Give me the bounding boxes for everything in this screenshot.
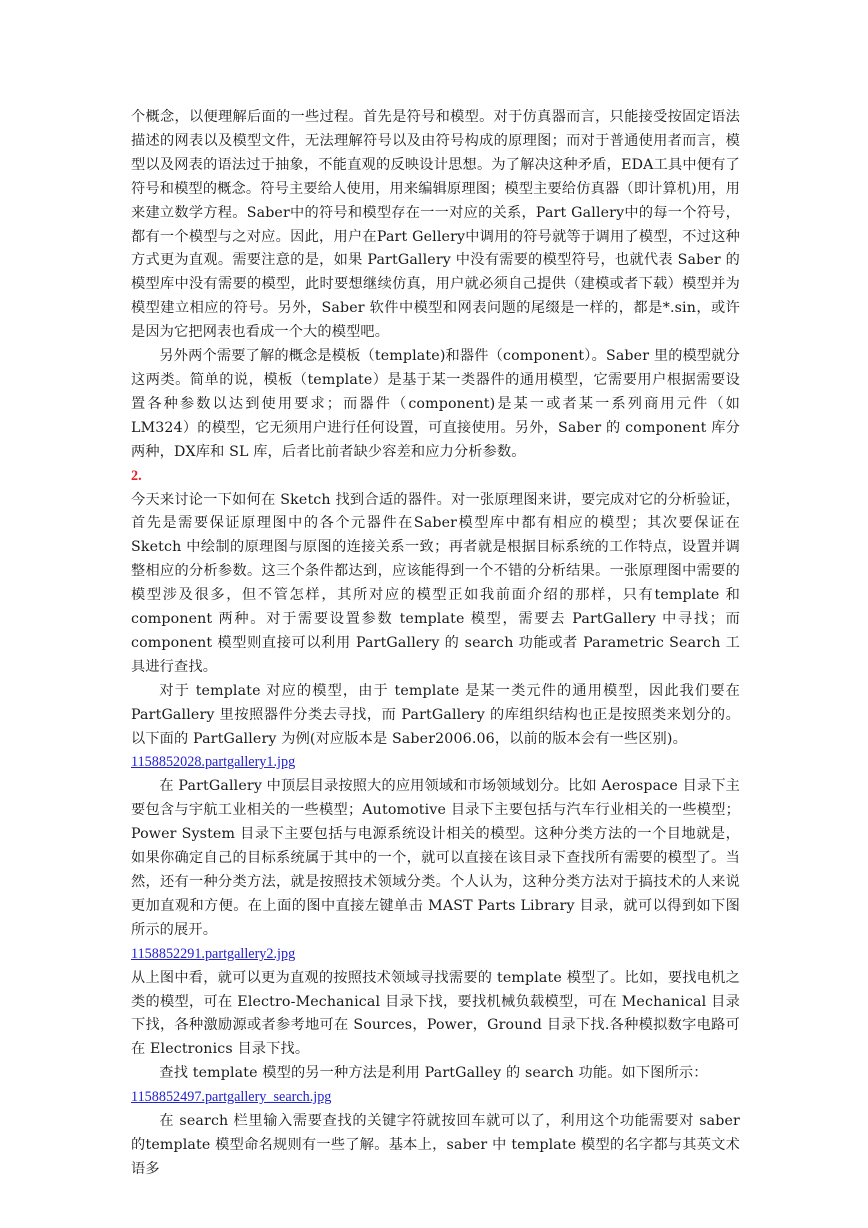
paragraph-technical-domains: 从上图中看，就可以更为直观的按照技术领域寻找需要的 template 模型了。比如，要找电机之类的模型，可在 Electro-Mechanical 目录下找，要找机械负载模型，可在 Mechanical 目录下找，各种激励源或者参考地可在 Sources，Power，Ground 目录下找.各种模拟数字电路可在 Electronics 目录下找。 [131,969,740,1058]
paragraph-partgallery-directories: 在 PartGallery 中顶层目录按照大的应用领域和市场领域划分。比如 Aerospace 目录下主要包含与宇航工业相关的一些模型；Automotive 目录下主要包括与汽车行业相关的一些模型；Power System 目录下主要包括与电源系统设计相关的模型。这种分类方法的一个目地就是，如果你确定自己的目标系统属于其中的一个，就可以直接在该目录下查找所有需要的模型了。当然，还有一种分类方法，就是按照技术领域分类。个人认为，这种分类方法对于搞技术的人来说更加直观和方便。在上面的图中直接左键单击 MAST Parts Library 目录，就可以得到如下图所示的展开。 [131,778,740,938]
paragraph-search-function: 查找 template 模型的另一种方法是利用 PartGalley 的 search 功能。如下图所示： [159,1065,708,1082]
paragraph-symbols-models: 个概念，以便理解后面的一些过程。首先是符号和模型。对于仿真器而言，只能接受按固定语法描述的网表以及模型文件，无法理解符号以及由符号构成的原理图；而对于普通使用者而言，模型以及网表的语法过于抽象，不能直观的反映设计思想。为了解决这种矛盾，EDA工具中便有了符号和模型的概念。符号主要给人使用，用来编辑原理图；模型主要给仿真器（即计算机)用，用来建立数学方程。Saber中的符号和模型存在一一对应的关系，Part Gallery中的每一个符号，都有一个模型与之对应。因此，用户在Part Gellery中调用的符号就等于调用了模型，不过这种方式更为直观。需要注意的是，如果 PartGallery 中没有需要的模型符号，也就代表 Saber 的模型库中没有需要的模型，此时要想继续仿真，用户就必须自己提供（建模或者下载）模型并为模型建立相应的符号。另外，Saber 软件中模型和网表问题的尾缀是一样的，都是*.sin，或许是因为它把网表也看成一个大的模型吧。 [131,109,740,341]
paragraph-search-naming: 在 search 栏里输入需要查找的关键字符就按回车就可以了，利用这个功能需要对 saber 的template 模型命名规则有一些了解。基本上，saber 中 template 模型的名字都与其英文术语多 [131,1113,740,1177]
paragraph-template-partgallery: 对于 template 对应的模型，由于 template 是某一类元件的通用模型，因此我们要在PartGallery 里按照器件分类去寻找，而 PartGallery 的库组织结构也正是按照类来划分的。以下面的 PartGallery 为例(对应版本是 Saber2006.06，以前的版本会有一些区别)。 [131,682,740,747]
image-link-partgallery2[interactable]: 1158852291.partgallery2.jpg [131,945,296,962]
image-link-partgallery1[interactable]: 1158852028.partgallery1.jpg [131,754,296,771]
section-heading-2: 2. [131,467,142,484]
image-link-partgallery-search[interactable]: 1158852497.partgallery_search.jpg [131,1089,332,1106]
paragraph-sketch-components: 今天来讨论一下如何在 Sketch 找到合适的器件。对一张原理图来讲，要完成对它的分析验证，首先是需要保证原理图中的各个元器件在Saber模型库中都有相应的模型；其次要保证在 Sketch 中绘制的原理图与原图的连接关系一致；再者就是根据目标系统的工作特点，设置并调整相应的分析参数。这三个条件都达到，应该能得到一个不错的分析结果。一张原理图中需要的模型涉及很多，但不管怎样，其所对应的模型正如我前面介绍的那样，只有template 和 component 两种。对于需要设置参数 template 模型，需要去 PartGallery 中寻找；而 component 模型则直接可以利用 PartGallery 的 search 功能或者 Parametric Search 工具进行查找。 [131,491,740,675]
paragraph-template-component: 另外两个需要了解的概念是模板（template)和器件（component）。Saber 里的模型就分这两类。简单的说，模板（template）是基于某一类器件的通用模型，它需要用户根据需要设置各种参数以达到使用要求；而器件（component)是某一或者某一系列商用元件（如 LM324）的模型，它无须用户进行任何设置，可直接使用。另外，Saber 的 component 库分两种，DX库和 SL 库，后者比前者缺少容差和应力分析参数。 [131,348,740,460]
